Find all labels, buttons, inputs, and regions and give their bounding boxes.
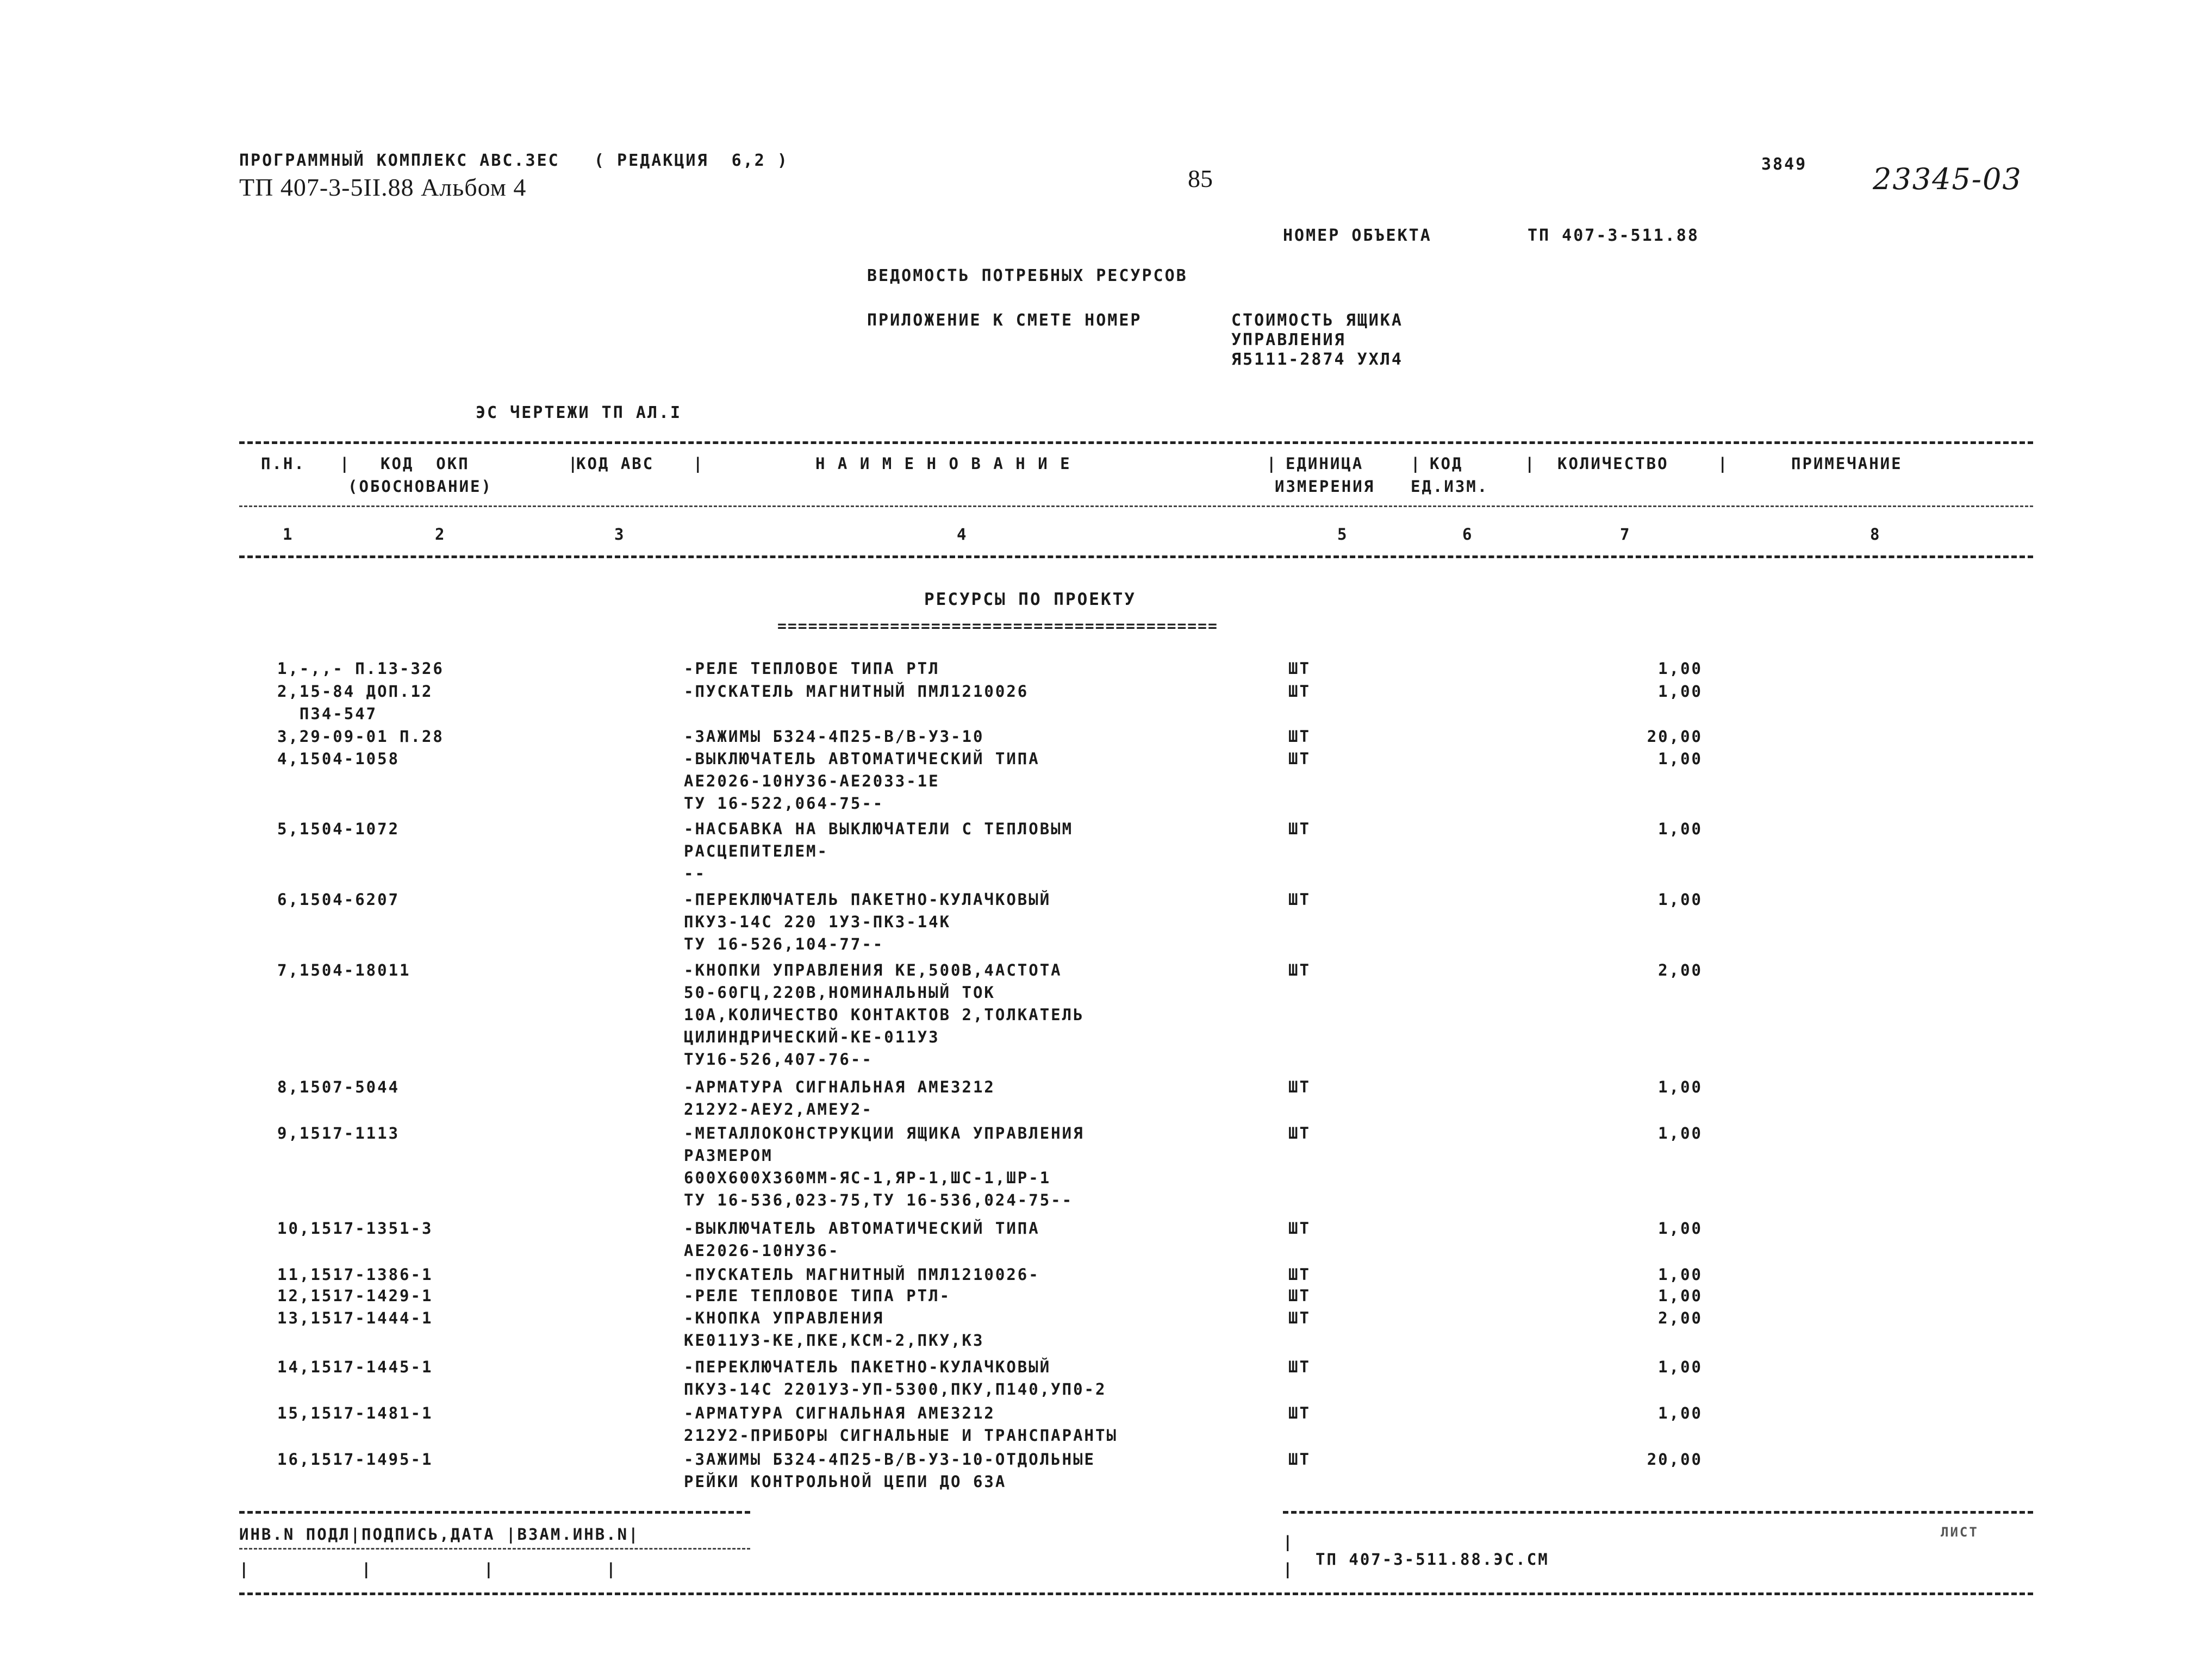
stamp-top-rule-right xyxy=(1283,1511,2033,1514)
col-number-6: 6 xyxy=(1462,525,1474,544)
row-unit: ШТ xyxy=(1288,820,1311,838)
row-name: -МЕТАЛЛОКОНСТРУКЦИИ ЯЩИКА УПРАВЛЕНИЯ РАЗМЕРОМ 600Х600Х360ММ-ЯС-1,ЯР-1,ШС-1,ШР-1 ТУ 16-536,023-75,ТУ 16-536,024-75-- xyxy=(684,1124,1085,1209)
row-code: 1,-,,- П.13-326 xyxy=(277,659,444,678)
row-name: -РЕЛЕ ТЕПЛОВОЕ ТИПА РТЛ xyxy=(684,659,940,678)
col-header-okp: КОД ОКП xyxy=(381,454,470,473)
page-bottom-rule xyxy=(239,1592,2033,1595)
row-quantity: 1,00 xyxy=(1658,1286,1703,1305)
row-name: -ВЫКЛЮЧАТЕЛЬ АВТОМАТИЧЕСКИЙ ТИПА АЕ2026-10НУ36- xyxy=(684,1219,1040,1260)
row-unit: ШТ xyxy=(1288,1078,1311,1096)
row-code: 8,1507-5044 xyxy=(277,1078,400,1096)
row-code: 4,1504-1058 xyxy=(277,750,400,768)
row-name: -АРМАТУРА СИГНАЛЬНАЯ АМЕ3212 212У2-ПРИБОРЫ СИГНАЛЬНЫЕ И ТРАНСПАРАНТЫ xyxy=(684,1404,1118,1445)
row-name: -ПЕРЕКЛЮЧАТЕЛЬ ПАКЕТНО-КУЛАЧКОВЫЙ ПКУЗ-14С 2201УЗ-УП-5300,ПКУ,П140,УП0-2 xyxy=(684,1358,1107,1398)
row-unit: ШТ xyxy=(1288,890,1311,909)
row-unit: ШТ xyxy=(1288,750,1311,768)
row-name: -ПУСКАТЕЛЬ МАГНИТНЫЙ ПМЛ1210026 xyxy=(684,682,1029,701)
row-quantity: 1,00 xyxy=(1658,890,1703,909)
page-number: 85 xyxy=(1188,165,1213,192)
stamp-cells: | | | | xyxy=(239,1560,618,1578)
row-name: -ПЕРЕКЛЮЧАТЕЛЬ ПАКЕТНО-КУЛАЧКОВЫЙ ПКУЗ-14С 220 1УЗ-ПКЗ-14К ТУ 16-526,104-77-- xyxy=(684,890,1051,953)
row-code: 10,1517-1351-3 xyxy=(277,1219,433,1238)
section-title: РЕСУРСЫ ПО ПРОЕКТУ xyxy=(924,590,1136,609)
row-unit: ШТ xyxy=(1288,1404,1311,1422)
row-unit: ШТ xyxy=(1288,961,1311,979)
col-number-8: 8 xyxy=(1870,525,1881,544)
row-code: 14,1517-1445-1 xyxy=(277,1358,433,1376)
row-name: -КНОПКИ УПРАВЛЕНИЯ КЕ,500В,4АСТОТА 50-60ГЦ,220В,НОМИНАЛЬНЫЙ ТОК 10А,КОЛИЧЕСТВО КОНТАКТОВ 2,ТОЛКАТЕЛЬ ЦИЛИНДРИЧЕСКИЙ-КЕ-011УЗ ТУ16-526,407-76-- xyxy=(684,961,1085,1069)
col-header-code: КОД xyxy=(1430,454,1463,473)
row-unit: ШТ xyxy=(1288,682,1311,701)
row-code: 15,1517-1481-1 xyxy=(277,1404,433,1422)
col-number-4: 4 xyxy=(957,525,968,544)
row-quantity: 1,00 xyxy=(1658,1219,1703,1238)
row-quantity: 1,00 xyxy=(1658,1404,1703,1422)
col-separator: | xyxy=(1525,454,1536,473)
row-quantity: 1,00 xyxy=(1658,820,1703,838)
row-unit: ШТ xyxy=(1288,1286,1311,1305)
row-name: -ПУСКАТЕЛЬ МАГНИТНЫЙ ПМЛ1210026- xyxy=(684,1265,1040,1284)
row-unit: ШТ xyxy=(1288,1124,1311,1142)
col-separator: | xyxy=(693,454,705,473)
row-quantity: 1,00 xyxy=(1658,1265,1703,1284)
sheet-label: ЛИСТ xyxy=(1941,1525,1979,1540)
table-top-rule xyxy=(239,441,2033,444)
column-number-rule xyxy=(239,555,2033,558)
col-separator: | xyxy=(340,454,351,473)
col-number-1: 1 xyxy=(283,525,294,544)
stamp-border-left: | xyxy=(1283,1533,1294,1551)
col-header-num: П.Н. xyxy=(261,454,306,473)
col-number-3: 3 xyxy=(614,525,626,544)
row-unit: ШТ xyxy=(1288,659,1311,678)
col-separator: | xyxy=(1718,454,1729,473)
document-code: 3849 xyxy=(1761,155,1808,174)
row-quantity: 20,00 xyxy=(1647,1450,1703,1469)
stamp-headers: ИНВ.N ПОДЛ|ПОДПИСЬ,ДАТА |ВЗАМ.ИНВ.N| xyxy=(239,1525,640,1544)
col-header-unit: ЕДИНИЦА xyxy=(1286,454,1364,473)
stamp-top-rule xyxy=(239,1511,750,1514)
col-number-2: 2 xyxy=(435,525,446,544)
col-header-measure: ИЗМЕРЕНИЯ xyxy=(1275,477,1375,496)
row-code: 2,15-84 ДОП.12 П34-547 xyxy=(277,682,433,723)
handwritten-number: 23345-03 xyxy=(1873,162,2022,196)
stamp-mid-rule xyxy=(239,1548,750,1550)
row-code: 3,29-09-01 П.28 xyxy=(277,727,444,746)
col-header-name: Н А И М Е Н О В А Н И Е xyxy=(815,454,1071,473)
col-header-note: ПРИМЕЧАНИЕ xyxy=(1791,454,1903,473)
footer-document-code: ТП 407-3-511.88.ЭС.СМ xyxy=(1316,1550,1549,1569)
row-quantity: 2,00 xyxy=(1658,961,1703,979)
header-rule xyxy=(239,505,2033,507)
program-name: ПРОГРАММНЫЙ КОМПЛЕКС АВС.3ЕС ( РЕДАКЦИЯ 6,2 ) xyxy=(239,151,789,170)
row-quantity: 1,00 xyxy=(1658,1358,1703,1376)
row-quantity: 20,00 xyxy=(1647,727,1703,746)
row-quantity: 1,00 xyxy=(1658,659,1703,678)
col-separator: | xyxy=(1411,454,1422,473)
stamp-border-left: | xyxy=(1283,1560,1294,1578)
row-name: -АРМАТУРА СИГНАЛЬНАЯ АМЕ3212 212У2-АЕУ2,АМЕУ2- xyxy=(684,1078,995,1119)
row-unit: ШТ xyxy=(1288,1219,1311,1238)
section-underline: =========================================== xyxy=(777,617,1218,635)
document-title: ВЕДОМОСТЬ ПОТРЕБНЫХ РЕСУРСОВ xyxy=(867,266,1188,285)
row-unit: ШТ xyxy=(1288,1309,1311,1327)
row-code: 13,1517-1444-1 xyxy=(277,1309,433,1327)
row-quantity: 1,00 xyxy=(1658,1124,1703,1142)
object-label: НОМЕР ОБЪЕКТА xyxy=(1283,226,1432,245)
object-value: ТП 407-3-511.88 xyxy=(1528,226,1699,245)
row-quantity: 1,00 xyxy=(1658,750,1703,768)
appendix-value: СТОИМОСТЬ ЯЩИКА УПРАВЛЕНИЯ Я5111-2874 УХЛ4 xyxy=(1231,311,1403,369)
col-header-quantity: КОЛИЧЕСТВО xyxy=(1557,454,1669,473)
row-quantity: 1,00 xyxy=(1658,682,1703,701)
col-number-5: 5 xyxy=(1337,525,1349,544)
row-unit: ШТ xyxy=(1288,1450,1311,1469)
row-name: -НАСБАВКА НА ВЫКЛЮЧАТЕЛИ С ТЕПЛОВЫМ РАСЦЕПИТЕЛЕМ- -- xyxy=(684,820,1074,883)
drawings-reference: ЭС ЧЕРТЕЖИ ТП АЛ.I xyxy=(476,403,682,422)
row-code: 12,1517-1429-1 xyxy=(277,1286,433,1305)
row-name: -ЗАЖИМЫ Б324-4П25-В/В-УЗ-10 xyxy=(684,727,984,746)
col-number-7: 7 xyxy=(1620,525,1631,544)
row-unit: ШТ xyxy=(1288,727,1311,746)
row-unit: ШТ xyxy=(1288,1265,1311,1284)
row-name: -ЗАЖИМЫ Б324-4П25-В/В-УЗ-10-ОТДОЛЬНЫЕ РЕЙКИ КОНТРОЛЬНОЙ ЦЕПИ ДО 63А xyxy=(684,1450,1096,1491)
appendix-label: ПРИЛОЖЕНИЕ К СМЕТЕ НОМЕР xyxy=(867,311,1142,330)
row-code: 6,1504-6207 xyxy=(277,890,400,909)
row-name: -РЕЛЕ ТЕПЛОВОЕ ТИПА РТЛ- xyxy=(684,1286,951,1305)
col-separator: | xyxy=(1267,454,1278,473)
row-code: 7,1504-18011 xyxy=(277,961,411,979)
row-code: 9,1517-1113 xyxy=(277,1124,400,1142)
row-code: 16,1517-1495-1 xyxy=(277,1450,433,1469)
col-separator: | xyxy=(568,454,579,473)
col-header-basis: (ОБОСНОВАНИЕ) xyxy=(348,477,493,496)
row-name: -КНОПКА УПРАВЛЕНИЯ КЕ011УЗ-КЕ,ПКЕ,КСМ-2,ПКУ,КЗ xyxy=(684,1309,984,1350)
col-header-abc: КОД АВС xyxy=(576,454,655,473)
row-name: -ВЫКЛЮЧАТЕЛЬ АВТОМАТИЧЕСКИЙ ТИПА АЕ2026-10НУ36-АЕ2033-1Е ТУ 16-522,064-75-- xyxy=(684,750,1040,813)
row-quantity: 1,00 xyxy=(1658,1078,1703,1096)
project-title: ТП 407-3-5II.88 Альбом 4 xyxy=(239,173,527,201)
row-quantity: 2,00 xyxy=(1658,1309,1703,1327)
row-code: 5,1504-1072 xyxy=(277,820,400,838)
row-unit: ШТ xyxy=(1288,1358,1311,1376)
col-header-unit-code: ЕД.ИЗМ. xyxy=(1411,477,1489,496)
row-code: 11,1517-1386-1 xyxy=(277,1265,433,1284)
